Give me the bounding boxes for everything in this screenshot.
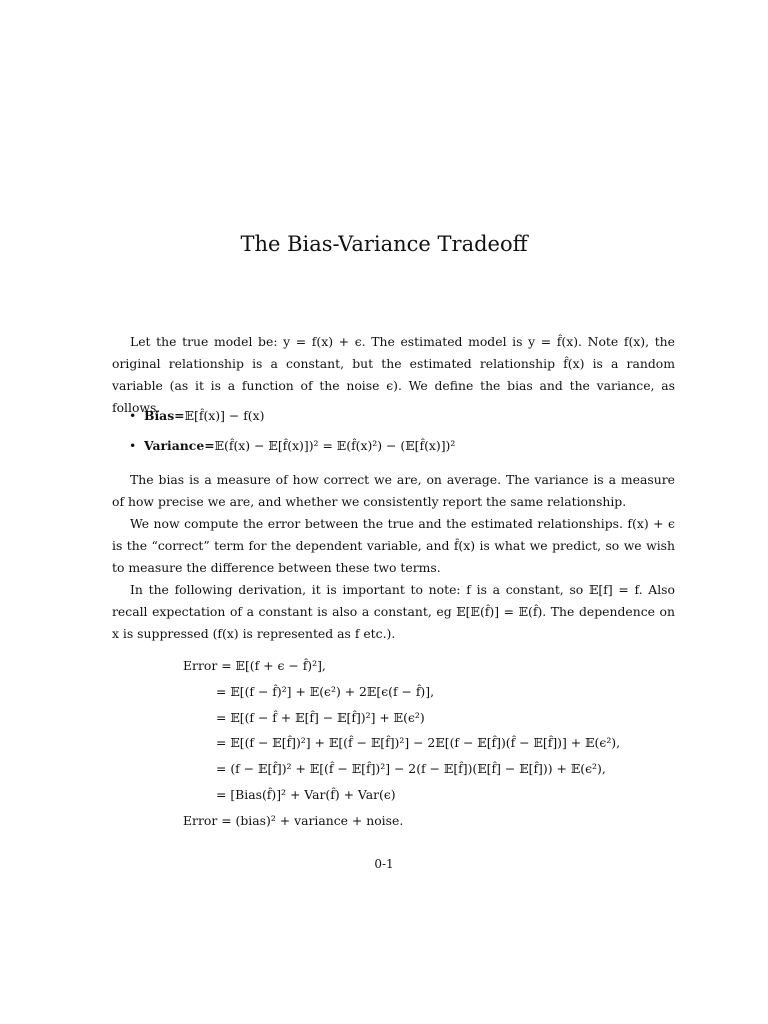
equation-line: = 𝔼[(f − 𝔼[f̂])²] + 𝔼[(f̂ − 𝔼[f̂])²] − 2𝔼[(f − 𝔼[f̂])(f̂ − 𝔼[f̂])] + 𝔼(ϵ²), bbox=[216, 735, 621, 751]
variance-term: Variance= bbox=[144, 438, 215, 453]
equation-line: = (f − 𝔼[f̂])² + 𝔼[(f̂ − 𝔼[f̂])²] − 2(f − 𝔼[f̂])(𝔼[f̂] − 𝔼[f̂])) + 𝔼(ϵ²), bbox=[216, 761, 606, 777]
intro-paragraph: Let the true model be: y = f(x) + ϵ. The estimated model is y = f̂(x). Note f(x), the original relationship is a constant, but the estimated relationship f̂(x) is a random variable (as it is a function of the noise ϵ). We define the bias and the variance, as follows. bbox=[112, 334, 675, 415]
bias-formula: 𝔼[f̂(x)] − f(x) bbox=[184, 408, 265, 423]
definition-list bbox=[112, 405, 675, 465]
bias-term: Bias= bbox=[144, 408, 185, 423]
derivation-note-paragraph: In the following derivation, it is important to note: f is a constant, so 𝔼[f] = f. Also recall expectation of a constant is also a constant, eg 𝔼[𝔼(f̂)] = 𝔼(f̂). The dependence on x is suppressed (f(x) is represented as f etc.). bbox=[112, 582, 675, 641]
equation-line: = 𝔼[(f − f̂)²] + 𝔼(ϵ²) + 2𝔼[ϵ(f − f̂)], bbox=[216, 683, 435, 699]
page-number: 0-1 bbox=[374, 857, 394, 871]
equation-line: Error = 𝔼[(f + ϵ − f̂)²], bbox=[183, 658, 326, 673]
page-title: The Bias-Variance Tradeoff bbox=[240, 232, 528, 256]
variance-definition bbox=[112, 435, 675, 465]
variance-formula: 𝔼(f̂(x) − 𝔼[f̂(x)])² = 𝔼(f̂(x)²) − (𝔼[f̂(x)])² bbox=[214, 438, 456, 453]
bias-definition bbox=[112, 405, 675, 435]
error-intro-paragraph: We now compute the error between the true and the estimated relationships. f(x) + ϵ is the “correct” term for the dependent variable, and f̂(x) is what we predict, so we wish to measure the difference between these two terms. bbox=[112, 516, 675, 575]
equation-line: = 𝔼[(f − f̂ + 𝔼[f̂] − 𝔼[f̂])²] + 𝔼(ϵ²) bbox=[216, 709, 425, 725]
bias-meaning-paragraph: The bias is a measure of how correct we are, on average. The variance is a measure of how precise we are, and whether we consistently report the same relationship. bbox=[112, 472, 675, 509]
equation-line: = [Bias(f̂)]² + Var(f̂) + Var(ϵ) bbox=[216, 786, 396, 802]
derivation-equations bbox=[183, 655, 620, 836]
equation-line: Error = (bias)² + variance + noise. bbox=[183, 812, 404, 828]
